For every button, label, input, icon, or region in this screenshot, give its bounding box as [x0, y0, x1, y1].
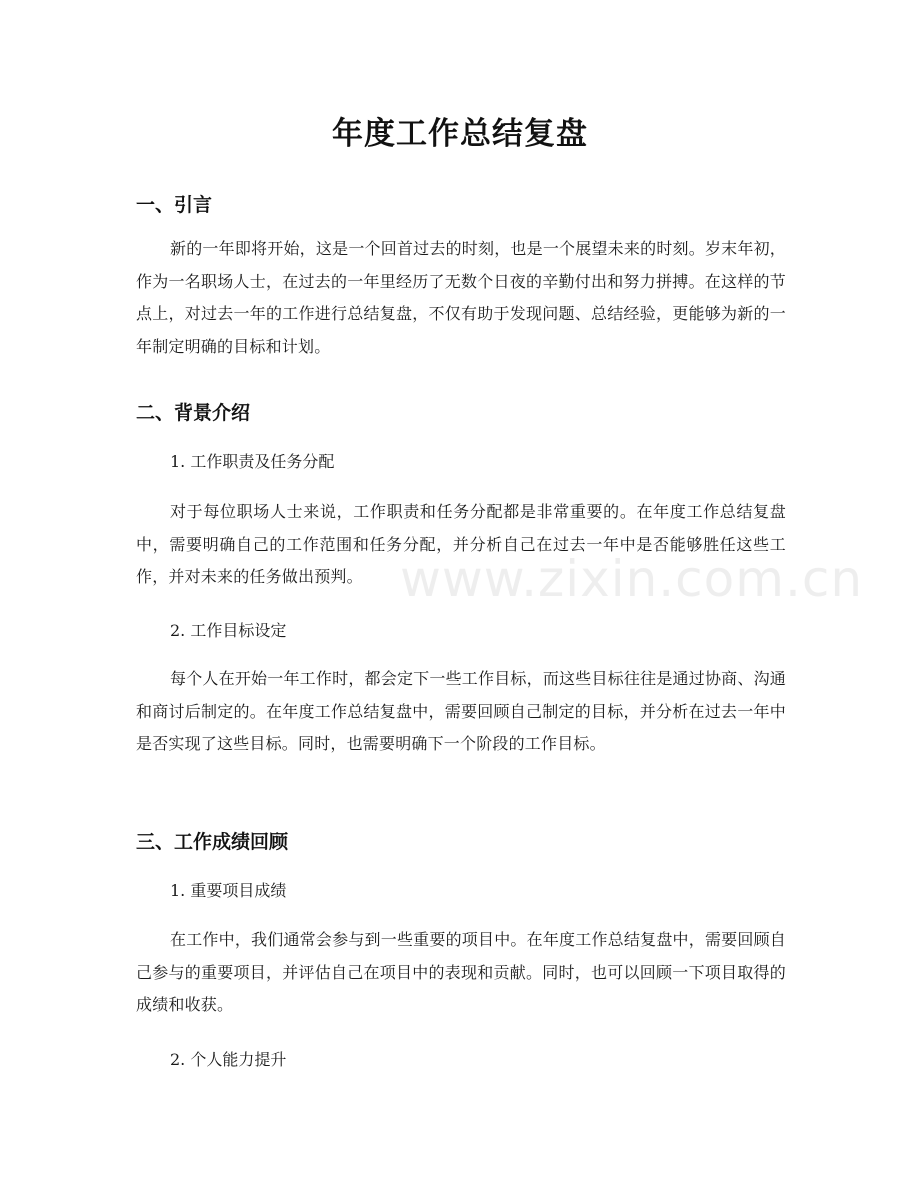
document-title: 年度工作总结复盘	[332, 116, 588, 152]
watermark: www.zixin.com.cn	[400, 550, 864, 608]
paragraph-duties: 对于每位职场人士来说，工作职责和任务分配都是非常重要的。在年度工作总结复盘中，需要明确自己的工作范围和任务分配，并分析自己在过去一年中是否能够胜任这些工作，并对未来的任务做出预判。	[136, 502, 786, 586]
subsection-title-projects: 1. 重要项目成绩	[170, 881, 287, 900]
paragraph-goals: 每个人在开始一年工作时，都会定下一些工作目标，而这些目标往往是通过协商、沟通和商讨后制定的。在年度工作总结复盘中，需要回顾自己制定的目标，并分析在过去一年中是否实现了这些目标。同时，也需要明确下一个阶段的工作目标。	[136, 669, 786, 753]
subsection-title-duties: 1. 工作职责及任务分配	[170, 452, 335, 471]
paragraph-projects: 在工作中，我们通常会参与到一些重要的项目中。在年度工作总结复盘中，需要回顾自己参与的重要项目，并评估自己在项目中的表现和贡献。同时，也可以回顾一下项目取得的成绩和收获。	[136, 930, 786, 1014]
section-heading-introduction: 一、引言	[136, 194, 213, 216]
subsection-title-abilities: 2. 个人能力提升	[170, 1050, 287, 1069]
paragraph-introduction: 新的一年即将开始，这是一个回首过去的时刻，也是一个展望未来的时刻。岁末年初，作为一名职场人士，在过去的一年里经历了无数个日夜的辛勤付出和努力拼搏。在这样的节点上，对过去一年的工作进行总结复盘，不仅有助于发现问题、总结经验，更能够为新的一年制定明确的目标和计划。	[136, 239, 786, 356]
subsection-title-goals: 2. 工作目标设定	[170, 621, 287, 640]
section-heading-achievements: 三、工作成绩回顾	[136, 831, 289, 853]
section-heading-background: 二、背景介绍	[136, 402, 251, 424]
